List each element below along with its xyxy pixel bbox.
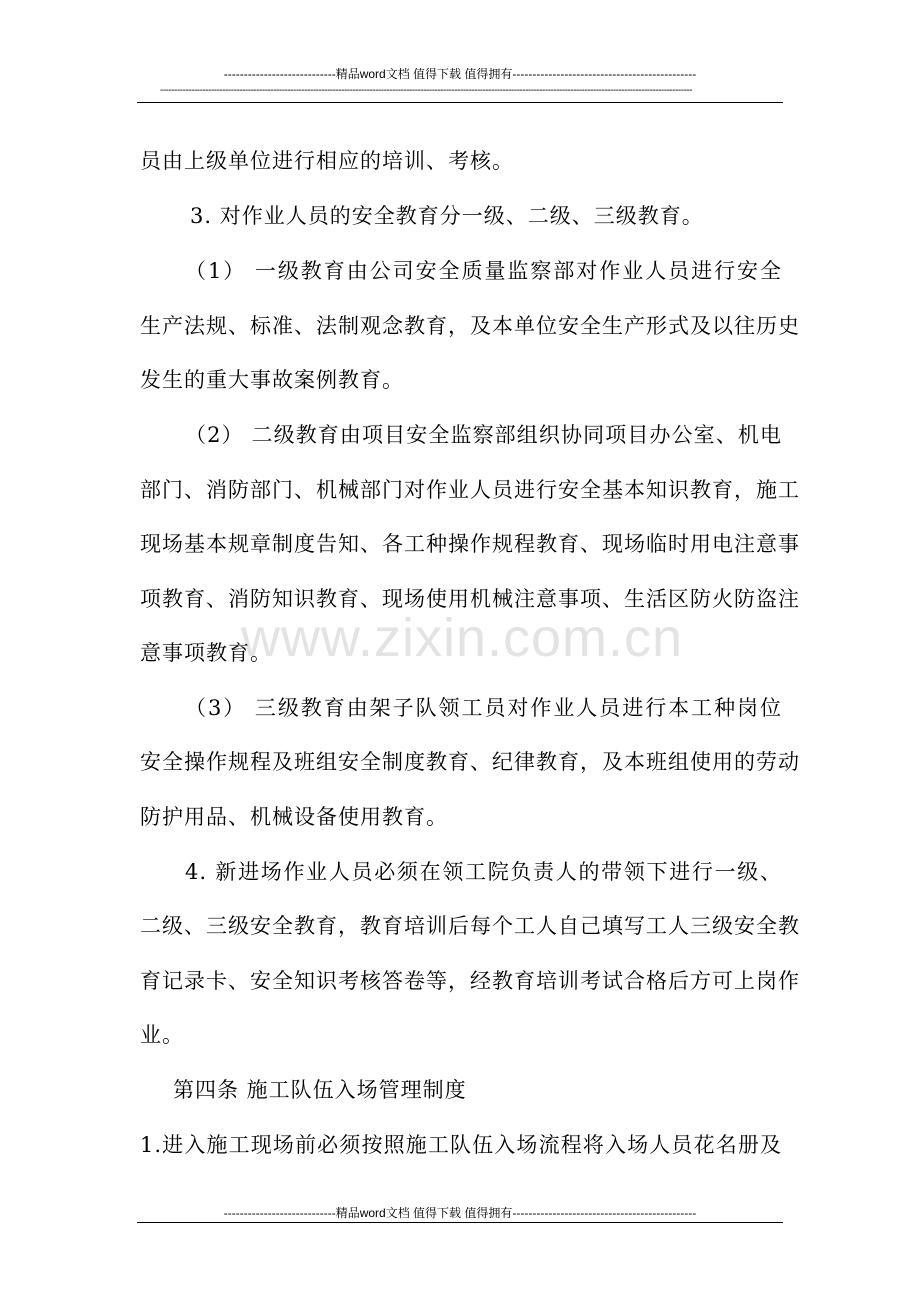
footer-rule: [137, 1222, 783, 1223]
body-line: 部门、消防部门、机械部门对作业人员进行安全基本知识教育，施工: [140, 478, 800, 502]
body-line: 1.进入施工现场前必须按照施工队伍入场流程将入场人员花名册及: [140, 1133, 782, 1157]
body-line: 意事项教育。: [140, 641, 272, 665]
body-line: 现场基本规章制度告知、各工种操作规程教育、现场临时用电注意事: [140, 532, 800, 556]
body-line: 安全操作规程及班组安全制度教育、纪律教育，及本班组使用的劳动: [140, 750, 800, 774]
body-line: 发生的重大事故案例教育。: [140, 368, 404, 392]
body-line: 4. 新进场作业人员必须在领工院负责人的带领下进行一级、: [185, 860, 782, 884]
header-banner: ----------------------------精品word文档 值得下载 值得拥有----------------------------------------------: [223, 67, 697, 81]
body-line: 防护用品、机械设备使用教育。: [140, 805, 448, 829]
header-dashes: --------------------------------------------------------------------------------------------------------------------------------------------------------------------------------------------: [160, 85, 693, 96]
body-line: 生产法规、标准、法制观念教育，及本单位安全生产形式及以往历史: [140, 314, 800, 338]
header-rule: [137, 102, 783, 103]
body-line: 二级、三级安全教育，教育培训后每个工人自己填写工人三级安全教: [140, 914, 800, 938]
body-line: 项教育、消防知识教育、现场使用机械注意事项、生活区防火防盗注: [140, 587, 800, 611]
section-heading: 第四条 施工队伍入场管理制度: [173, 1078, 467, 1102]
body-line: 3. 对作业人员的安全教育分一级、二级、三级教育。: [190, 204, 704, 228]
body-line: 育记录卡、安全知识考核答卷等，经教育培训考试合格后方可上岗作: [140, 969, 800, 993]
watermark: www.zixin.com.cn: [240, 608, 684, 668]
footer-banner: ----------------------------精品word文档 值得下载 值得拥有----------------------------------------------: [223, 1206, 697, 1220]
body-line: （1） 一级教育由公司安全质量监察部对作业人员进行安全: [185, 259, 782, 283]
body-line: （2） 二级教育由项目安全监察部组织协同项目办公室、机电: [185, 423, 782, 447]
body-line: 员由上级单位进行相应的培训、考核。: [140, 149, 514, 173]
body-line: （3） 三级教育由架子队领工员对作业人员进行本工种岗位: [185, 696, 782, 720]
body-line: 业。: [140, 1023, 184, 1047]
